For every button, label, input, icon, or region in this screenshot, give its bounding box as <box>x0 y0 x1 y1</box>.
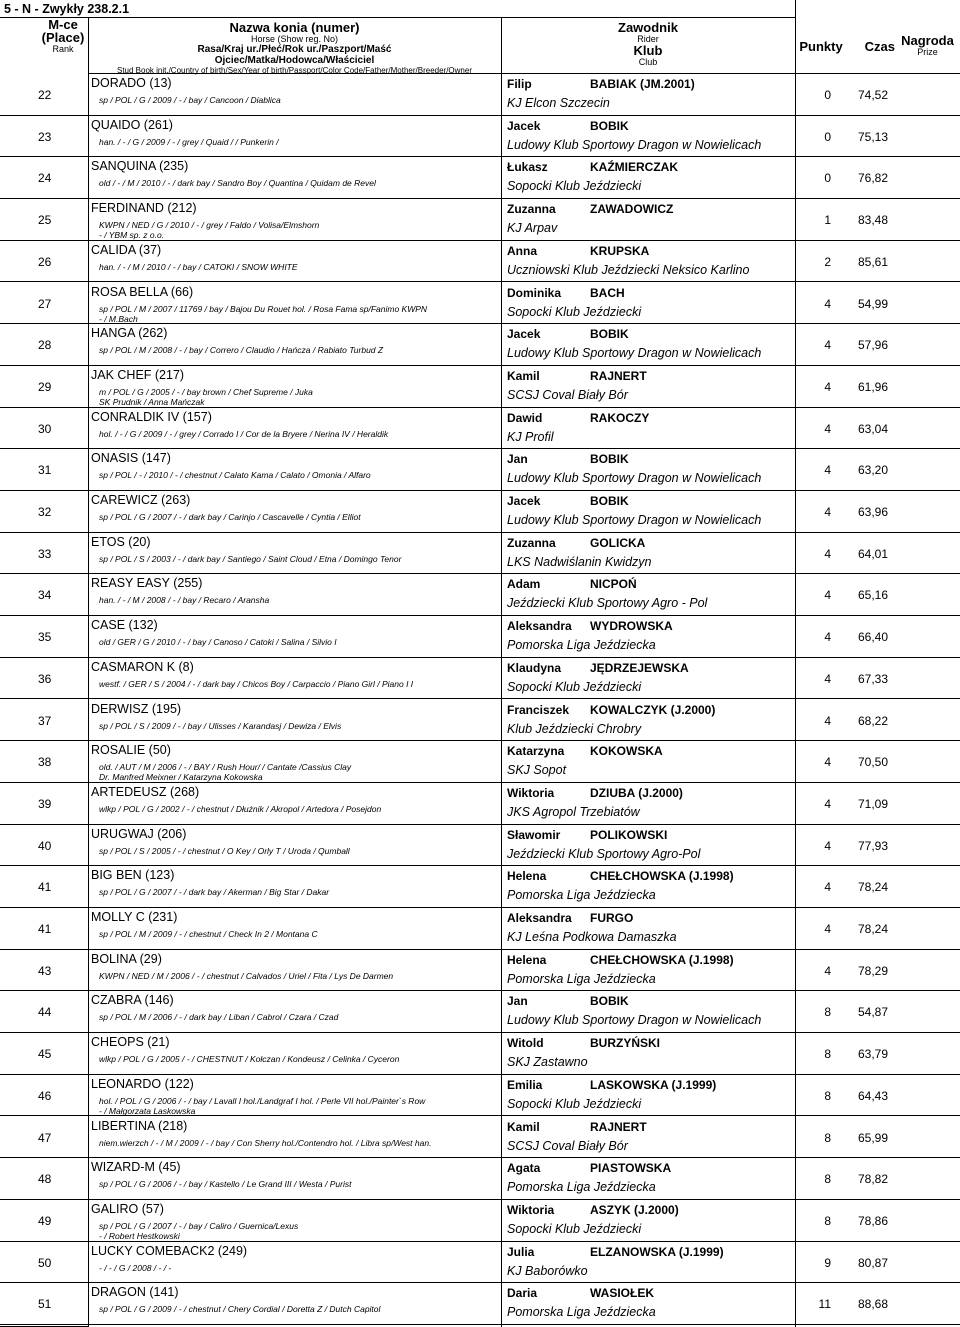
horse-details: old / GER / G / 2010 / - / bay / Canoso / Catoki / Salina / Silvio I <box>99 637 337 648</box>
time-cell: 63,20 <box>857 463 888 478</box>
horse-details: han. / - / G / 2009 / - / grey / Quaid / / Punkerin / <box>99 136 279 147</box>
table-row <box>0 741 960 783</box>
rider-first-name: Wiktoria <box>507 1202 555 1217</box>
rider-first-name: Katarzyna <box>507 744 565 759</box>
table-row <box>0 491 960 533</box>
horse-details: niem.wierzch / - / M / 2009 / - / bay / Con Sherry hol./Contendro hol. / Libra sp/West han. <box>99 1137 432 1148</box>
horse-name: GALIRO (57) <box>91 1201 164 1216</box>
column-divider <box>501 18 502 1327</box>
points-cell: 11 <box>818 1297 831 1312</box>
horse-details: sp / POL / M / 2009 / - / chestnut / Check In 2 / Montana C <box>99 929 318 939</box>
horse-details: sp / POL / S / 2009 / - / bay / Ulisses / Karandasj / Dewiza / Elvis <box>99 720 342 731</box>
rank-cell: 47 <box>38 1130 52 1145</box>
club-name: KJ Leśna Podkowa Damaszka <box>507 930 677 944</box>
rank-cell: 44 <box>38 1005 52 1020</box>
time-cell: 68,22 <box>857 713 888 728</box>
rider-last-name: NICPOŃ <box>590 577 637 592</box>
points-cell: 4 <box>824 713 831 728</box>
rank-cell: 45 <box>38 1047 52 1062</box>
rider-first-name: Jacek <box>507 118 541 133</box>
rider-last-name: CHEŁCHOWSKA (J.1998) <box>590 869 734 884</box>
horse-name: DORADO (13) <box>91 76 172 90</box>
rider-last-name: WASIOŁEK <box>590 1286 655 1301</box>
time-cell: 64,43 <box>857 1088 888 1103</box>
horse-details: han. / - / M / 2008 / - / bay / Recaro / Aransha <box>99 595 270 606</box>
points-cell: 4 <box>824 755 831 770</box>
horse-name: WIZARD-M (45) <box>91 1160 181 1175</box>
points-cell: 8 <box>824 1172 831 1187</box>
rider-first-name: Zuzanna <box>507 535 556 550</box>
horse-details: sp / POL / S / 2003 / - / dark bay / Santiego / Saint Cloud / Etna / Domingo Tenor <box>99 553 402 564</box>
horse-name: LEONARDO (122) <box>91 1076 194 1091</box>
horse-header-main: Nazwa konia (numer) <box>229 20 360 35</box>
horse-details: KWPN / NED / M / 2006 / - / chestnut / Calvados / Uriel / Fita / Lys De Darmen <box>99 970 394 981</box>
horse-name: CALIDA (37) <box>91 242 162 257</box>
table-row <box>0 241 960 283</box>
time-header-label: Czas <box>864 39 895 54</box>
rank-header-main: M-ce (Place) <box>41 17 85 45</box>
time-cell: 67,33 <box>857 671 888 686</box>
time-cell: 75,13 <box>857 129 888 144</box>
club-name: Jeździecki Klub Sportowy Agro-Pol <box>507 846 701 861</box>
club-name: Klub Jeździecki Chrobry <box>507 721 642 736</box>
table-row <box>0 574 960 616</box>
rank-cell: 33 <box>38 546 52 561</box>
points-cell: 8 <box>824 1130 831 1145</box>
club-name: KJ Elcon Szczecin <box>507 96 610 110</box>
rider-first-name: Julia <box>507 1244 535 1259</box>
rank-cell: 41 <box>38 880 52 895</box>
horse-header-line4: Stud Book init./Country of birth/Sex/Year of birth/Passport/Color Code/Father/Mother/Breeder/Owner <box>117 66 472 75</box>
competition-title: 5 - N - Zwykły 238.2.1 <box>0 0 795 18</box>
table-row <box>0 157 960 199</box>
rider-last-name: RAJNERT <box>590 368 647 383</box>
points-cell: 4 <box>824 421 831 436</box>
horse-details: hol. / POL / G / 2006 / - / bay / Lavall I hol./Landgraf I hol. / Perle VII hol./Painter`s Row - / Małgorzata Laskowska <box>99 1095 426 1116</box>
table-row <box>0 991 960 1033</box>
horse-header-line3: Ojciec/Matka/Hodowca/Właściciel <box>214 55 375 66</box>
time-cell: 71,09 <box>857 796 888 811</box>
club-name: KJ Arpav <box>507 221 558 236</box>
rank-cell: 35 <box>38 630 52 645</box>
rank-cell: 25 <box>38 213 52 228</box>
horse-name: BOLINA (29) <box>91 951 162 966</box>
horse-details: sp / POL / M / 2007 / 11769 / bay / Bajou Du Rouet hol. / Rosa Fama sp/Fanimo KWPN - / M.Bach <box>99 303 428 324</box>
rider-first-name: Emilia <box>507 1077 543 1092</box>
column-divider <box>88 18 89 1327</box>
table-row <box>0 1117 960 1159</box>
horse-details: sp / POL / G / 2006 / - / bay / Kastello / Le Grand III / Westa / Purist <box>99 1179 352 1190</box>
club-name: Sopocki Klub Jeździecki <box>507 1096 642 1111</box>
club-name: JKS Agropol Trzebiatów <box>507 804 640 819</box>
club-name: Ludowy Klub Sportowy Dragon w Nowielicach <box>507 137 762 152</box>
rider-last-name: BOBIK <box>590 994 629 1009</box>
horse-name: ARTEDEUSZ (268) <box>91 784 200 799</box>
horse-details: old. / AUT / M / 2006 / - / BAY / Rush Hour/ / Cantate /Cassius Clay Dr. Manfred Meixner / Katarzyna Kokowska <box>99 762 352 783</box>
points-cell: 8 <box>824 1088 831 1103</box>
table-row <box>0 1075 960 1117</box>
rider-last-name: ASZYK (J.2000) <box>590 1202 679 1217</box>
points-cell: 4 <box>824 838 831 853</box>
rider-last-name: RAKOCZY <box>590 410 650 425</box>
horse-name: ONASIS (147) <box>91 451 171 466</box>
points-cell: 1 <box>824 213 831 228</box>
rider-first-name: Jan <box>507 994 528 1009</box>
time-cell: 78,86 <box>857 1213 888 1228</box>
column-divider <box>795 0 796 1327</box>
horse-name: QUAIDO (261) <box>91 117 173 132</box>
points-cell: 0 <box>824 129 831 144</box>
rank-cell: 27 <box>38 296 52 311</box>
horse-header <box>88 18 501 74</box>
rider-last-name: ZAWADOWICZ <box>590 202 674 217</box>
rider-last-name: ELZANOWSKA (J.1999) <box>590 1244 724 1259</box>
table-row <box>0 1033 960 1075</box>
points-cell: 4 <box>824 630 831 645</box>
club-header-sub: Club <box>638 57 658 67</box>
horse-name: SANQUINA (235) <box>91 159 189 174</box>
prize-header <box>895 18 960 74</box>
table-row <box>0 1283 960 1325</box>
rider-first-name: Jacek <box>507 327 541 342</box>
rider-first-name: Franciszek <box>507 702 570 717</box>
table-row <box>0 908 960 950</box>
horse-details: KWPN / NED / G / 2010 / - / grey / Faldo / Volisa/Elmshorn - / YBM sp. z o.o. <box>99 220 320 241</box>
rider-last-name: KOKOWSKA <box>590 744 663 759</box>
horse-name: BIG BEN (123) <box>91 868 175 883</box>
rider-first-name: Jan <box>507 452 528 467</box>
club-name: SKJ Zastawno <box>507 1055 588 1070</box>
table-row <box>0 324 960 366</box>
table-row <box>0 783 960 825</box>
time-cell: 63,04 <box>857 421 888 436</box>
rider-last-name: KOWALCZYK (J.2000) <box>590 702 716 717</box>
table-row <box>0 199 960 241</box>
rider-last-name: BOBIK <box>590 452 629 467</box>
horse-details: sp / POL / M / 2008 / - / bay / Correro / Claudio / Hańcza / Rabiato Turbud Z <box>99 345 384 356</box>
rank-cell: 46 <box>38 1088 52 1103</box>
club-name: Ludowy Klub Sportowy Dragon w Nowielicach <box>507 513 762 527</box>
horse-header-line2: Rasa/Kraj ur./Płeć/Rok ur./Paszport/Maść <box>197 44 392 55</box>
table-row <box>0 616 960 658</box>
rider-first-name: Anna <box>507 243 537 258</box>
points-cell: 8 <box>824 1213 831 1228</box>
horse-details: sp / POL / G / 2009 / - / bay / Cancoon / Diablica <box>99 95 281 105</box>
rider-first-name: Dominika <box>507 285 562 300</box>
table-row <box>0 658 960 700</box>
points-cell: 4 <box>824 379 831 394</box>
rider-last-name: POLIKOWSKI <box>590 827 668 842</box>
club-name: SCSJ Coval Biały Bór <box>507 1138 628 1153</box>
table-row <box>0 74 960 116</box>
rider-last-name: BABIAK (JM.2001) <box>590 77 695 91</box>
horse-name: CHEOPS (21) <box>91 1035 170 1050</box>
horse-details: - / - / G / 2008 / - / - <box>99 1262 172 1273</box>
rank-cell: 28 <box>38 338 52 353</box>
horse-details: sp / POL / S / 2005 / - / chestnut / O Key / Orly T / Uroda / Qumball <box>99 845 350 856</box>
horse-name: CZABRA (146) <box>91 993 174 1008</box>
time-cell: 78,24 <box>857 922 888 936</box>
time-cell: 80,87 <box>857 1255 888 1270</box>
rider-first-name: Kamil <box>507 368 540 383</box>
points-cell: 0 <box>824 171 831 186</box>
rank-cell: 24 <box>38 171 52 186</box>
table-row <box>0 366 960 408</box>
horse-name: CASE (132) <box>91 618 158 633</box>
rider-last-name: WYDROWSKA <box>590 619 673 634</box>
points-cell: 4 <box>824 338 831 353</box>
rank-cell: 38 <box>38 755 52 770</box>
rider-last-name: PIASTOWSKA <box>590 1161 672 1176</box>
horse-name: URUGWAJ (206) <box>91 826 187 841</box>
rank-cell: 37 <box>38 713 52 728</box>
club-name: Sopocki Klub Jeździecki <box>507 1221 642 1236</box>
points-cell: 4 <box>824 671 831 686</box>
rider-first-name: Dawid <box>507 410 543 425</box>
rider-last-name: KRUPSKA <box>590 243 650 258</box>
rider-last-name: LASKOWSKA (J.1999) <box>590 1077 717 1092</box>
rank-cell: 43 <box>38 963 52 978</box>
horse-details: westf. / GER / S / 2004 / - / dark bay / Chicos Boy / Carpaccio / Piano Girl / Piano I I <box>99 678 414 689</box>
table-row <box>0 533 960 575</box>
rider-last-name: JĘDRZEJEWSKA <box>590 660 689 675</box>
time-cell: 85,61 <box>857 254 888 269</box>
club-name: KJ Profil <box>507 429 554 444</box>
time-cell: 74,52 <box>857 88 888 102</box>
horse-name: DRAGON (141) <box>91 1285 179 1300</box>
points-cell: 4 <box>824 463 831 478</box>
horse-name: LIBERTINA (218) <box>91 1118 188 1133</box>
rider-first-name: Wiktoria <box>507 785 555 800</box>
club-name: Ludowy Klub Sportowy Dragon w Nowielicach <box>507 471 762 486</box>
horse-details: wlkp / POL / G / 2005 / - / CHESTNUT / Kołczan / Kondeusz / Celinka / Cyceron <box>99 1054 400 1065</box>
time-header <box>847 18 895 74</box>
horse-details: old / - / M / 2010 / - / dark bay / Sandro Boy / Quantina / Quidam de Revel <box>99 178 376 189</box>
rider-first-name: Agata <box>507 1161 541 1176</box>
horse-details: sp / POL / - / 2010 / - / chestnut / Calato Kama / Calato / Omonia / Alfaro <box>99 470 371 481</box>
club-name: Pomorska Liga Jeździecka <box>507 638 656 653</box>
table-row <box>0 1242 960 1284</box>
rider-first-name: Zuzanna <box>507 202 556 217</box>
club-name: Sopocki Klub Jeździecki <box>507 679 642 694</box>
club-name: Pomorska Liga Jeździecka <box>507 1305 656 1320</box>
rank-cell: 49 <box>38 1213 52 1228</box>
table-row <box>0 116 960 158</box>
points-cell: 4 <box>824 296 831 311</box>
time-cell: 66,40 <box>857 630 888 645</box>
club-name: SKJ Sopot <box>507 763 567 778</box>
time-cell: 78,24 <box>857 880 888 895</box>
club-name: Pomorska Liga Jeździecka <box>507 971 656 986</box>
points-cell: 4 <box>824 546 831 561</box>
horse-header-sub: Horse (Show reg. No) <box>250 34 339 44</box>
table-row <box>0 408 960 450</box>
horse-name: JAK CHEF (217) <box>91 367 185 382</box>
table-row <box>0 449 960 491</box>
time-cell: 61,96 <box>857 379 888 394</box>
horse-name: MOLLY C (231) <box>91 910 178 924</box>
time-cell: 88,68 <box>857 1297 888 1312</box>
horse-name: HANGA (262) <box>91 326 168 341</box>
club-name: Pomorska Liga Jeździecka <box>507 888 656 903</box>
time-cell: 77,93 <box>857 838 888 853</box>
rider-first-name: Witold <box>507 1036 544 1051</box>
time-cell: 63,79 <box>857 1047 888 1062</box>
rider-last-name: GOLICKA <box>590 535 646 550</box>
horse-name: CAREWICZ (263) <box>91 493 191 507</box>
points-cell: 8 <box>824 1047 831 1062</box>
table-row <box>0 1200 960 1242</box>
points-header <box>795 18 847 74</box>
horse-name: FERDINAND (212) <box>91 201 197 216</box>
points-cell: 4 <box>824 922 831 936</box>
time-cell: 57,96 <box>857 338 888 353</box>
time-cell: 54,87 <box>857 1005 888 1020</box>
time-cell: 54,99 <box>857 296 888 311</box>
points-cell: 4 <box>824 963 831 978</box>
rank-cell: 29 <box>38 379 52 394</box>
horse-details: han. / - / M / 2010 / - / bay / CATOKI / SNOW WHITE <box>99 261 298 272</box>
rider-first-name: Daria <box>507 1286 538 1301</box>
rider-last-name: BACH <box>590 285 625 300</box>
time-cell: 64,01 <box>857 546 888 561</box>
prize-header-sub: Prize <box>917 47 938 57</box>
rider-last-name: DZIUBA (J.2000) <box>590 785 683 800</box>
table-row <box>0 283 960 325</box>
horse-details: sp / POL / G / 2009 / - / chestnut / Chery Cordial / Doretta Z / Dutch Capitol <box>99 1304 381 1315</box>
points-cell: 0 <box>824 88 831 102</box>
rider-last-name: BOBIK <box>590 494 629 508</box>
club-name: Sopocki Klub Jeździecki <box>507 304 642 319</box>
time-cell: 76,82 <box>857 171 888 186</box>
rank-cell: 23 <box>38 129 52 144</box>
points-cell: 9 <box>824 1255 831 1270</box>
rank-cell: 26 <box>38 254 52 269</box>
points-cell: 4 <box>824 796 831 811</box>
club-header-main: Klub <box>633 43 663 58</box>
horse-details: sp / POL / M / 2006 / - / dark bay / Liban / Cabrol / Czara / Czad <box>99 1012 339 1023</box>
time-cell: 83,48 <box>857 213 888 228</box>
points-cell: 2 <box>824 254 831 269</box>
club-name: Ludowy Klub Sportowy Dragon w Nowielicach <box>507 1013 762 1028</box>
horse-details: wlkp / POL / G / 2002 / - / chestnut / Dłużnik / Akropol / Artedora / Posejdon <box>99 803 382 814</box>
time-cell: 63,96 <box>857 505 888 519</box>
time-cell: 70,50 <box>857 755 888 770</box>
time-cell: 78,82 <box>857 1172 888 1187</box>
table-row <box>0 866 960 908</box>
time-cell: 65,99 <box>857 1130 888 1145</box>
rank-cell: 30 <box>38 421 52 436</box>
horse-name: ROSA BELLA (66) <box>91 284 194 299</box>
rider-last-name: CHEŁCHOWSKA (J.1998) <box>590 952 734 967</box>
horse-name: ETOS (20) <box>91 534 151 549</box>
horse-name: CASMARON K (8) <box>91 659 194 674</box>
horse-details: sp / POL / G / 2007 / - / dark bay / Akerman / Big Star / Dakar <box>99 887 330 898</box>
club-name: Jeździecki Klub Sportowy Agro - Pol <box>507 596 708 611</box>
table-row <box>0 1158 960 1200</box>
rank-cell: 50 <box>38 1255 52 1270</box>
table-row <box>0 700 960 742</box>
rider-last-name: BURZYŃSKI <box>590 1036 661 1051</box>
rider-first-name: Jacek <box>507 494 541 508</box>
points-cell: 4 <box>824 505 831 519</box>
horse-name: CONRALDIK IV (157) <box>91 409 212 424</box>
rider-header-main: Zawodnik <box>618 20 678 35</box>
rider-last-name: RAJNERT <box>590 1119 647 1134</box>
rider-first-name: Adam <box>507 577 541 592</box>
horse-details: hol. / - / G / 2009 / - / grey / Corrado I / Cor de la Bryere / Nerina IV / Heraldik <box>99 428 389 439</box>
horse-details: sp / POL / G / 2007 / - / dark bay / Carinjo / Cascavelle / Cyntia / Elliot <box>99 512 361 522</box>
rider-last-name: BOBIK <box>590 327 629 342</box>
club-name: Sopocki Klub Jeździecki <box>507 179 642 194</box>
rider-first-name: Aleksandra <box>507 911 572 925</box>
club-name: Uczniowski Klub Jeździecki Neksico Karlino <box>507 262 750 277</box>
horse-name: REASY EASY (255) <box>91 576 203 591</box>
rank-cell: 40 <box>38 838 52 853</box>
rider-first-name: Kamil <box>507 1119 540 1134</box>
time-cell: 65,16 <box>857 588 888 603</box>
rank-cell: 39 <box>38 796 52 811</box>
rider-first-name: Helena <box>507 952 547 967</box>
rider-last-name: BOBIK <box>590 118 629 133</box>
rider-first-name: Łukasz <box>507 160 548 175</box>
points-cell: 4 <box>824 588 831 603</box>
horse-name: LUCKY COMEBACK2 (249) <box>91 1243 248 1258</box>
club-name: LKS Nadwiślanin Kwidzyn <box>507 554 652 569</box>
rank-cell: 34 <box>38 588 52 603</box>
points-cell: 4 <box>824 880 831 895</box>
club-name: Pomorska Liga Jeździecka <box>507 1180 656 1195</box>
rank-cell: 41 <box>38 922 52 936</box>
rank-cell: 51 <box>38 1297 52 1312</box>
rank-cell: 32 <box>38 505 52 519</box>
rider-last-name: FURGO <box>590 911 634 925</box>
rider-first-name: Helena <box>507 869 547 884</box>
club-name: KJ Baborówko <box>507 1263 588 1278</box>
horse-name: ROSALIE (50) <box>91 743 171 758</box>
time-cell: 78,29 <box>857 963 888 978</box>
rider-last-name: KAŹMIERCZAK <box>590 160 678 175</box>
club-name: Ludowy Klub Sportowy Dragon w Nowielicach <box>507 346 762 361</box>
table-row <box>0 825 960 867</box>
prize-header-main: Nagroda <box>901 33 954 48</box>
rider-header <box>501 18 795 74</box>
horse-details: m / POL / G / 2005 / - / bay brown / Chef Supreme / Juka SK Prudnik / Anna Mańczak <box>99 386 313 407</box>
rank-cell: 22 <box>38 88 52 102</box>
rank-cell: 48 <box>38 1172 52 1187</box>
rider-first-name: Sławomir <box>507 827 561 842</box>
rider-first-name: Filip <box>507 77 532 91</box>
table-row <box>0 950 960 992</box>
points-header-label: Punkty <box>799 39 843 54</box>
rider-header-sub: Rider <box>637 34 659 44</box>
rank-header-sub: Rank <box>52 44 74 54</box>
points-cell: 8 <box>824 1005 831 1020</box>
rider-first-name: Aleksandra <box>507 619 572 634</box>
rider-first-name: Klaudyna <box>507 660 562 675</box>
horse-name: DERWISZ (195) <box>91 701 182 716</box>
rank-cell: 36 <box>38 671 52 686</box>
rank-cell: 31 <box>38 463 52 478</box>
horse-details: sp / POL / G / 2007 / - / bay / Caliro / Guernica/Lexus - / Robert Hestkowski <box>99 1220 299 1241</box>
club-name: SCSJ Coval Biały Bór <box>507 387 628 402</box>
